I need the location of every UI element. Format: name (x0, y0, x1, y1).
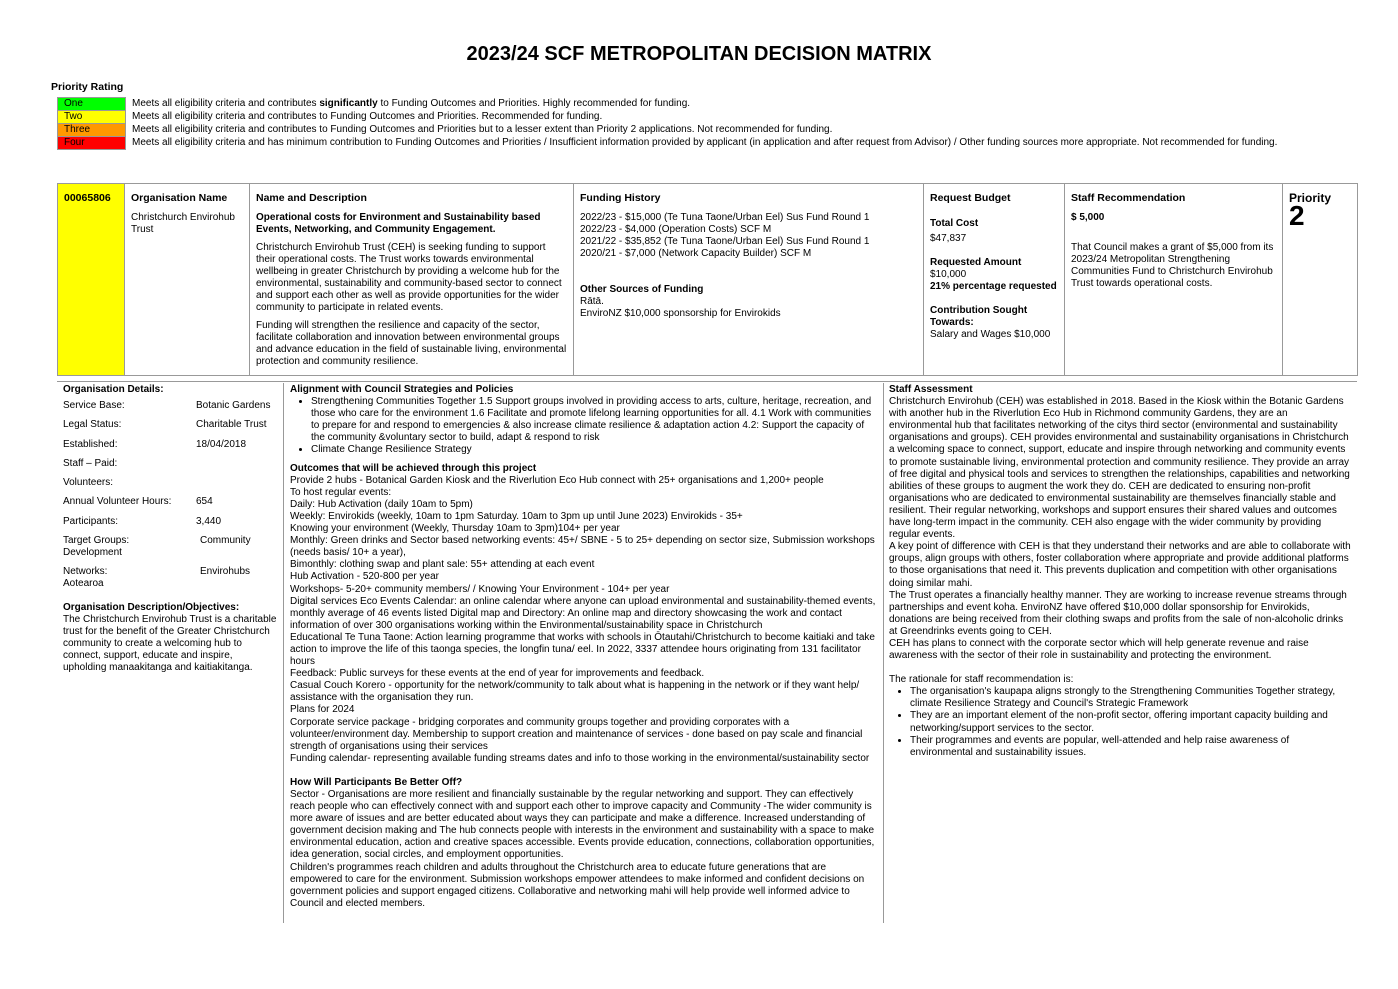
outcome-line: Funding calendar- representing available funding streams dates and info to those working in the environmental/sustainability sector (290, 752, 870, 764)
priority-rating-row (58, 137, 1315, 150)
outcome-line: Hub Activation - 520-800 per year (290, 571, 439, 583)
column-divider (883, 383, 884, 923)
name-description-cell (250, 184, 574, 376)
other-sources-header: Other Sources of Funding (580, 284, 704, 295)
staff-recommendation-cell (1065, 184, 1283, 376)
detail-row-established: Established: 18/04/2018 (63, 438, 247, 450)
contribution-label: Contribution Sought Towards: (930, 305, 1028, 328)
priority-desc-one: Meets all eligibility criteria and contributes significantly to Funding Outcomes and Priorities. Highly recommended for funding. (132, 97, 691, 109)
detail-row-networks: Networks: Envirohubs Aotearoa (63, 566, 251, 590)
priority-rating-row (58, 111, 1315, 124)
total-cost-value: $47,837 (930, 233, 967, 244)
contribution-value: Salary and Wages $10,000 (930, 329, 1051, 340)
outcome-line: Weekly: Envirokids (weekly, 10am to 1pm Saturday. 10am to 3pm up until June 2023) Envirokids - 35+ (290, 510, 743, 522)
outcome-line: Provide 2 hubs - Botanical Garden Kiosk and the Riverlution Eco Hub connect with 25+ organisations and 1,200+ people (290, 474, 824, 486)
other-source-item: Rātā. (580, 296, 604, 307)
rationale-list (889, 686, 1351, 759)
outcome-line: Knowing your environment (Weekly, Thursday 10am to 3pm)104+ per year (290, 523, 620, 535)
outcome-line: Digital services Eco Events Calendar: an online calendar where anyone can upload environmental and sustainability-themed events, monthly average of 46 events listed Digital map and Directory: An online map and directory showcasing the work and contact information of over 300 organisations working within the Environmental/sustainability space in Christchurch (290, 595, 876, 631)
rationale-item: • They are an important element of the non-profit sector, offering important capacity building and networking/support services to the sector. (910, 710, 1351, 734)
requested-amount-label: Requested Amount (930, 257, 1022, 268)
requested-amount-value: $10,000 (930, 269, 967, 280)
organisation-name-cell (125, 184, 250, 376)
priority-swatch-four: Four (58, 137, 126, 150)
application-summary-table (57, 183, 1358, 376)
priority-rating-row (58, 98, 1315, 111)
alignment-list (290, 396, 878, 456)
funding-history-header: Funding History (580, 192, 661, 204)
better-off-paragraph: Sector - Organisations are more resilient and financially sustainable by the regular networking and support. They can effectively reach people who can effectively connect with and support each other to improve capacity and Community -The wider community is more aware of issues and are better educated about ways they can participate and make a difference. Increased understanding of government decision making and The hub connects people with interests in the environment and sustainability with a space to make environmental education, action and creative spaces accessible. Events provide education, connections, collaboration opportunities, idea generation, social circles, and employment opportunities. (290, 789, 875, 861)
outcome-line: Monthly: Green drinks and Sector based networking events: 45+/ SBNE - 5 to 25+ depending on sector size, Submission workshops (needs basis/ 10+ a year), (290, 535, 875, 559)
detail-row-legal-status: Legal Status: Charitable Trust (63, 419, 267, 431)
total-cost-label: Total Cost (930, 218, 979, 229)
project-description-2: Funding will strengthen the resilience and capacity of the sector, facilitate collaboration and innovation between environmental groups and advance education in the field of sustainable living, environmental protection and community resilience. (256, 320, 567, 367)
outcome-line: Casual Couch Korero - opportunity for the network/community to talk about what is happening in the network or if they want help/ assistance with the organisation they run. (290, 680, 860, 704)
staff-recommendation-header: Staff Recommendation (1071, 192, 1186, 204)
detail-row-volunteer-hours: Annual Volunteer Hours: 654 (63, 496, 213, 508)
outcome-line: Educational Te Tuna Taone: Action learning programme that works with schools in Ōtautahi/Christchurch to become kaitiaki and take action to improve the life of this taonga species, the longfin tuna/ eel. In 2022, 3337 attendee hours originating from 131 facilitator hours (290, 631, 875, 668)
percentage-requested: 21% percentage requested (930, 281, 1057, 292)
alignment-item: • Strengthening Communities Together 1.5 Support groups involved in providing access to arts, culture, heritage, recreation, and those who care for the environment 1.6 Facilitate and promote lifelong learning opportunities for all. 4.1 Work with communities to prepare for and respond to emergencies & also increase climate resilience & adaptation action 4.2: Support the capacity of the community &voluntary sector to build, adapt & respond to risk (311, 396, 878, 444)
name-description-header: Name and Description (256, 192, 367, 204)
priority-rating-row (58, 124, 1315, 137)
section-divider (57, 381, 1357, 382)
funding-history-item: 2022/23 - $4,000 (Operation Costs) SCF M (580, 224, 772, 235)
rationale-item: • The organisation's kaupapa aligns strongly to the Strengthening Communities Together strategy, climate Resilience Strategy and Council's Strategic Framework (910, 686, 1351, 710)
request-budget-cell (924, 184, 1065, 376)
alignment-outcomes-panel (290, 384, 878, 910)
organisation-description-header: Organisation Description/Objectives: (63, 602, 240, 614)
priority-value: 2 (1289, 200, 1305, 231)
rationale-item: • Their programmes and events are popular, well-attended and help raise awareness of environmental and sustainability issues. (910, 735, 1351, 759)
funding-history-cell (574, 184, 924, 376)
funding-history-item: 2022/23 - $15,000 (Te Tuna Taone/Urban Eel) Sus Fund Round 1 (580, 212, 870, 223)
assessment-paragraph: The Trust operates a financially healthy manner. They are working to increase revenue streams through partnerships and event koha. EnviroNZ have offered $10,000 dollar sponsorship for Envirokids, donations are being received from their clothing swaps and profits from the sale of non-alcoholic drinks at Greendrinks events going to CEH. (889, 589, 1347, 637)
detail-row-service-base: Service Base: Botanic Gardens (63, 400, 271, 411)
priority-desc-two: Meets all eligibility criteria and contributes to Funding Outcomes and Priorities. Recommended for funding. (132, 110, 603, 122)
outcome-line: Plans for 2024 (290, 704, 355, 716)
organisation-name-header: Organisation Name (131, 192, 228, 204)
outcome-line: Corporate service package - bridging corporates and community groups together and providing corporates with a volunteer/environment day. Membership to support creation and maintenance of services - done based on pay scale and financial strength of organisations using their services (290, 716, 863, 752)
priority-desc-three: Meets all eligibility criteria and contributes to Funding Outcomes and Priorities but to a lesser extent than Priority 2 applications. Not recommended for funding. (132, 123, 833, 135)
funding-history-item: 2021/22 - $35,852 (Te Tuna Taone/Urban Eel) Sus Fund Round 1 (580, 236, 870, 247)
project-description-1: Christchurch Envirohub Trust (CEH) is seeking funding to support their operational costs. The Trust works towards environmental wellbeing in greater Christchurch by providing a welcome hub for the environmental, sustainability and community-based sector to connect and support each other as well as provide opportunities for the wider community to participate in related events. (256, 242, 562, 313)
application-id: 00065806 (64, 192, 111, 204)
organisation-name: Christchurch Envirohub Trust (131, 212, 235, 235)
staff-recommendation-amount: $ 5,000 (1071, 212, 1105, 223)
alignment-header: Alignment with Council Strategies and Policies (290, 384, 514, 395)
rationale-intro: The rationale for staff recommendation is: (889, 674, 1074, 686)
better-off-header: How Will Participants Be Better Off? (290, 776, 463, 788)
assessment-paragraph: CEH has plans to connect with the corporate sector which will help generate revenue and raise awareness with the sector of their role in sustainability and protecting the environment. (889, 637, 1309, 662)
detail-row-participants: Participants: 3,440 (63, 515, 222, 527)
organisation-details-panel (63, 384, 278, 674)
priority-swatch-one: One (58, 98, 126, 111)
priority-desc-four: Meets all eligibility criteria and has minimum contribution to Funding Outcomes and Priorities / Insufficient information provided by applicant (in application and after request from Advisor) / Other funding sources more appropriate. Not recommended for funding. (132, 136, 1278, 148)
alignment-item: • Climate Change Resilience Strategy (311, 444, 878, 456)
project-title: Operational costs for Environment and Sustainability based Events, Networking, and Community Engagement. (256, 212, 541, 235)
request-budget-header: Request Budget (930, 192, 1011, 204)
outcome-line: Bimonthly: clothing swap and plant sale: 55+ attending at each event (290, 559, 595, 571)
document-title: 2023/24 SCF METROPOLITAN DECISION MATRIX (466, 43, 932, 65)
staff-assessment-header: Staff Assessment (889, 384, 973, 395)
priority-cell (1283, 184, 1358, 376)
priority-rating-table (57, 97, 1315, 150)
better-off-paragraph: Children's programmes reach children and adults throughout the Christchurch area to educate future generations that are empowered to care for the environment. Submission workshops empower attendees to make informed and confident decisions on government policies and support engaged citizens. Collaborative and networking mahi will help provide well informed advice to Council and elected members. (290, 861, 865, 909)
priority-swatch-three: Three (58, 124, 126, 137)
other-source-item: EnviroNZ $10,000 sponsorship for Envirokids (580, 308, 781, 319)
application-id-cell (58, 184, 125, 376)
assessment-paragraph: Christchurch Envirohub (CEH) was established in 2018. Based in the Kiosk within the Botanic Gardens with another hub in the Riverlution Eco Hub in Richmond community Gardens, they are an environmental hub that facilitates networking of the citys third sector (environmental and sustainability organisations and groups). CEH provides environmental and sustainability organisations in Christchurch a welcoming space to connect, support, educate and inspire through networking and community events to promote sustainable living, environmental protection and community resilience. They provide an array of free digital and physical tools and services to strengthen the relationships, capabilities and networking abilities of these groups to augment the work they do. CEH are dedicated to ensuring non-profit organisations who are dedicated to environmental sustainability are themselves financially stable and resilient. Their regular networking, workshops and support ensures their shared values and outcomes have long-term impact in the community. CEH also engage with the wider community by providing regular events. (889, 396, 1350, 541)
detail-row-staff-paid: Staff – Paid: (63, 457, 118, 469)
staff-recommendation-text: That Council makes a grant of $5,000 from its 2023/24 Metropolitan Strengthening Communities Fund to Christchurch Envirohub Trust towards operational costs. (1071, 242, 1274, 289)
outcomes-header: Outcomes that will be achieved through this project (290, 462, 537, 474)
detail-row-volunteers: Volunteers: (63, 477, 114, 489)
detail-row-target-groups: Target Groups: Community Development (63, 535, 251, 559)
organisation-details-header: Organisation Details: (63, 384, 164, 395)
staff-assessment-panel (889, 384, 1351, 759)
outcome-line: Daily: Hub Activation (daily 10am to 5pm) (290, 498, 473, 510)
funding-history-item: 2020/21 - $7,000 (Network Capacity Builder) SCF M (580, 248, 812, 259)
organisation-description: The Christchurch Envirohub Trust is a charitable trust for the benefit of the Greater Christchurch community to create a welcoming hub to connect, support, educate and inspire, upholding manaakitanga and kaitiakitanga. (63, 614, 277, 674)
priority-header: Priority (1289, 191, 1332, 205)
outcome-line: To host regular events: (290, 486, 392, 498)
priority-rating-heading: Priority Rating (51, 81, 124, 93)
outcome-line: Feedback: Public surveys for these events at the end of year for improvements and feedback. (290, 668, 705, 680)
outcome-line: Workshops- 5-20+ community members/ / Knowing Your Environment - 104+ per year (290, 583, 670, 595)
priority-swatch-two: Two (58, 111, 126, 124)
assessment-paragraph: A key point of difference with CEH is that they understand their networks and are able to collaborate with groups, align groups with others, foster collaboration where appropriate and provide additional platforms to those organisations that need it. This prevents duplication and competition with other organisations doing similar mahi. (889, 541, 1351, 589)
column-divider (283, 383, 284, 923)
